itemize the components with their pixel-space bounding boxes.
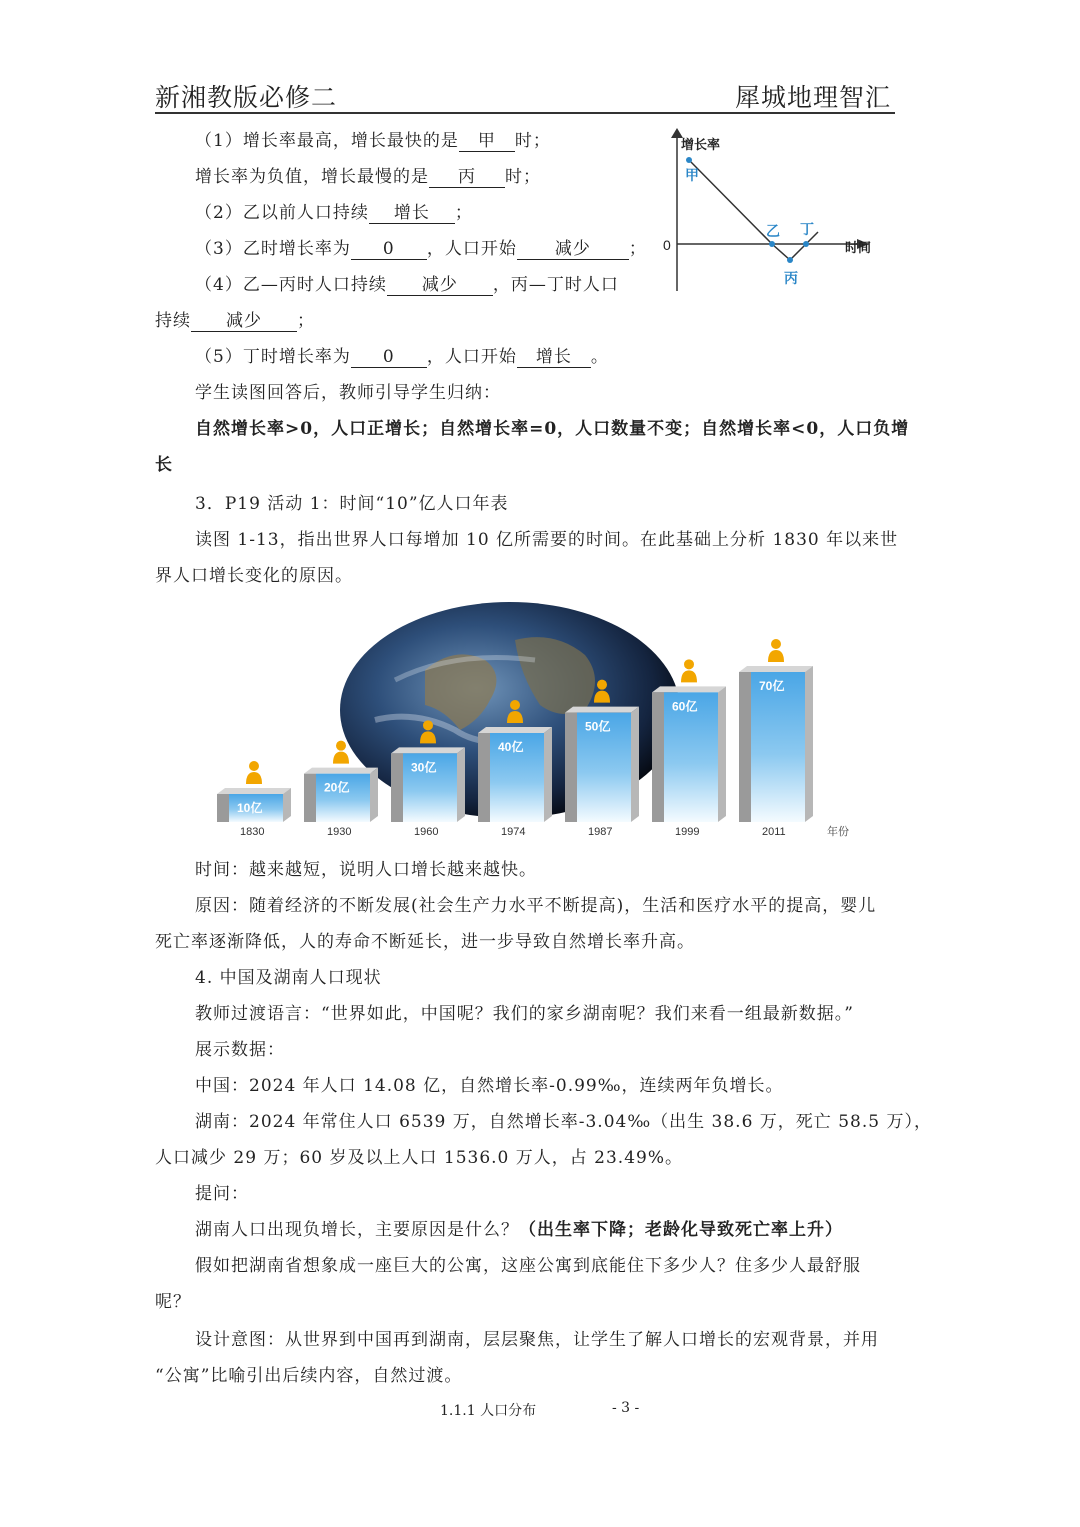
x-tick-label: 1960	[414, 826, 439, 838]
bar-side	[391, 753, 403, 822]
answer-blank: 增长	[517, 342, 591, 368]
bar-top	[739, 666, 813, 672]
summary-line2: 长	[155, 455, 173, 475]
design-intent-1: 设计意图：从世界到中国再到湖南，层层聚焦，让学生了解人口增长的宏观背景，并用	[195, 1330, 879, 1350]
bar-value-label: 60亿	[672, 699, 698, 714]
q1b-line: 增长率为负值，增长最慢的是 丙 时；	[195, 162, 541, 188]
bar-value-label: 40亿	[498, 740, 524, 754]
section4-question2a: 假如把湖南省想象成一座巨大的公寓，这座公寓到底能住下多少人？住多少人最舒服	[195, 1256, 861, 1276]
bar-top	[565, 707, 639, 713]
bar-side	[565, 713, 577, 822]
answer-blank: 减少	[191, 306, 297, 332]
bar-top	[652, 686, 726, 692]
footer-section: 1.1.1 人口分布	[440, 1403, 537, 1419]
person-icon	[768, 650, 784, 662]
page-header	[155, 76, 895, 114]
q1-line: （1）增长率最高，增长最快的是 甲 时；	[195, 126, 551, 152]
graph-origin: 0	[663, 237, 671, 253]
point-label-yi: 乙	[766, 223, 780, 239]
section4-title: 4. 中国及湖南人口现状	[195, 968, 382, 988]
bar-side	[478, 733, 490, 822]
section4-question2b: 呢？	[155, 1292, 191, 1312]
bar-top	[478, 727, 552, 733]
person-icon	[597, 680, 607, 690]
population-bar-chart	[195, 600, 875, 845]
person-icon	[333, 752, 349, 764]
q4b-line: 持续 减少 ；	[155, 306, 315, 332]
q5-line: （5）丁时增长率为 0 ，人口开始 增长 。	[195, 342, 609, 368]
bar-value-label: 20亿	[324, 780, 350, 795]
bar	[751, 672, 805, 822]
header-right: 犀城地理智汇	[734, 83, 891, 112]
footer-page: - 3 -	[612, 1400, 640, 1416]
bar-side	[739, 672, 751, 822]
bar-edge	[631, 707, 639, 822]
answer-blank: 丙	[429, 162, 505, 188]
summary-intro: 学生读图回答后，教师引导学生归纳：	[195, 383, 501, 403]
answer-blank: 甲	[459, 126, 515, 152]
growth-rate-graph	[655, 126, 885, 296]
person-icon	[510, 700, 520, 710]
answer-blank: 0	[351, 239, 427, 260]
section4-show: 展示数据：	[195, 1040, 285, 1060]
bar-value-label: 50亿	[585, 719, 611, 734]
bar-value-label: 10亿	[237, 801, 263, 815]
answer-reason1: 原因：随着经济的不断发展(社会生产力水平不断提高)，生活和医疗水平的提高，婴儿	[195, 896, 877, 916]
point-label-jia: 甲	[685, 167, 699, 183]
person-icon	[681, 670, 697, 682]
answer-blank: 减少	[387, 270, 493, 296]
person-icon	[246, 772, 262, 784]
x-tick-label: 2011	[762, 826, 786, 838]
bar-edge	[718, 686, 726, 822]
question1-answer: （出生率下降；老龄化导致死亡率上升）	[519, 1220, 843, 1240]
q2-line: （2）乙以前人口持续 增长 ；	[195, 198, 473, 224]
summary-line1: 自然增长率>0，人口正增长；自然增长率=0，人口数量不变；自然增长率<0，人口负增	[195, 419, 910, 439]
person-icon	[771, 639, 781, 649]
person-icon	[249, 761, 259, 771]
x-tick-label: 1830	[240, 826, 265, 838]
x-tick-label: 1987	[588, 826, 613, 838]
x-tick-label: 1999	[675, 826, 700, 838]
bar-side	[652, 692, 664, 822]
bar-side	[217, 794, 229, 822]
section3-title: 3．P19 活动 1：时间“10”亿人口年表	[195, 494, 509, 514]
bar-side	[304, 774, 316, 822]
graph-xlabel: 时间	[845, 240, 872, 255]
q4-line: （4）乙—丙时人口持续 减少 ，丙—丁时人口	[195, 270, 619, 296]
chart-xlabel: 年份	[827, 826, 849, 838]
bar-edge	[805, 666, 813, 822]
section3-p2: 界人口增长变化的原因。	[155, 566, 353, 586]
section4-transition: 教师过渡语言：“世界如此，中国呢？我们的家乡湖南呢？我们来看一组最新数据。”	[195, 1004, 854, 1024]
bar-edge	[457, 747, 465, 822]
answer-blank: 增长	[369, 198, 455, 224]
section4-question1: 湖南人口出现负增长，主要原因是什么？（出生率下降；老龄化导致死亡率上升）	[195, 1220, 843, 1240]
person-icon	[423, 720, 433, 730]
person-icon	[684, 659, 694, 669]
answer-blank: 减少	[517, 234, 629, 260]
bar-edge	[544, 727, 552, 822]
x-tick-label: 1974	[501, 826, 526, 838]
q3-line: （3）乙时增长率为 0 ，人口开始 减少 ；	[195, 234, 647, 260]
x-tick-label: 1930	[327, 826, 352, 838]
section3-p1: 读图 1-13，指出世界人口每增加 10 亿所需要的时间。在此基础上分析 1830 年以来世	[195, 530, 899, 550]
bar-top	[217, 788, 291, 794]
header-left: 新湘教版必修二	[155, 83, 338, 112]
point-label-bing: 丙	[784, 270, 798, 286]
bar-top	[391, 747, 465, 753]
bar-top	[304, 768, 378, 774]
point-label-ding: 丁	[800, 221, 814, 237]
answer-blank: 0	[351, 347, 427, 368]
section4-china: 中国：2024 年人口 14.08 亿，自然增长率-0.99‰，连续两年负增长。	[195, 1076, 784, 1096]
section4-hunan1: 湖南：2024 年常住人口 6539 万，自然增长率-3.04‰（出生 38.6 万，死亡 58.5 万），	[195, 1112, 932, 1132]
bar-value-label: 70亿	[759, 679, 785, 693]
bar-edge	[370, 768, 378, 822]
bar-value-label: 30亿	[411, 760, 437, 775]
graph-ylabel: 增长率	[681, 137, 721, 152]
answer-reason2: 死亡率逐渐降低，人的寿命不断延长，进一步导致自然增长率升高。	[155, 932, 695, 952]
answer-time: 时间：越来越短，说明人口增长越来越快。	[195, 860, 537, 880]
design-intent-2: “公寓”比喻引出后续内容，自然过渡。	[155, 1366, 463, 1386]
section4-ask: 提问：	[195, 1184, 249, 1204]
person-icon	[336, 741, 346, 751]
section4-hunan2: 人口减少 29 万；60 岁及以上人口 1536.0 万人，占 23.49%。	[155, 1148, 683, 1168]
